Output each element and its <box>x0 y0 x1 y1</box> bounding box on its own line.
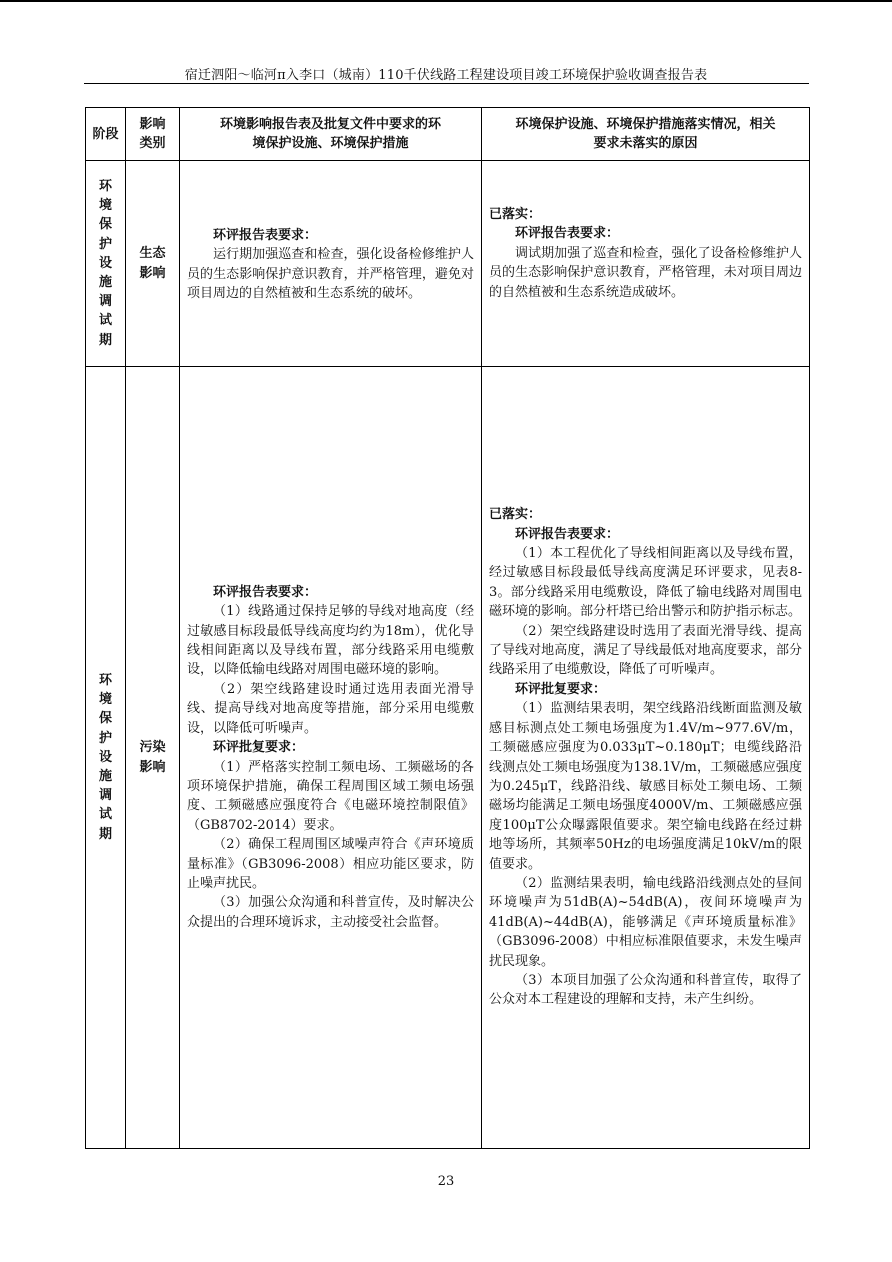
category-cell: 污染影响 <box>126 367 180 1149</box>
requirement-cell <box>180 161 482 367</box>
requirement-cell <box>180 367 482 1149</box>
requirement-paragraph: （1）线路通过保持足够的导线对地高度（经过敏感目标段最低导线高度均约为18m），优化导线相间距离以及导线布置，部分线路采用电缆敷设，以降低输电线路对周围电磁环境的影响。 <box>187 604 474 678</box>
implementation-paragraph: （1）本工程优化了导线相间距离以及导线布置，经过敏感目标段最低导线高度满足环评要求，见表8-3。部分线路采用电缆敷设，降低了输电线路对周围电磁环境的影响。部分杆塔已给出警示和防护指示标志。 <box>489 546 802 620</box>
approval-paragraph: （1）严格落实控制工频电场、工频磁场的各项环境保护措施，确保工程周围区域工频电场强度、工频磁感应强度符合《电磁环境控制限值》（GB8702-2014）要求。 <box>187 759 474 833</box>
implementation-approval-paragraph: （1）监测结果表明，架空线路沿线断面监测及敏感目标测点处工频电场强度为1.4V/m~977.6V/m，工频磁感应强度为0.033μT~0.180μT；电缆线路沿线测点处工频电场强度为138.1V/m，工频磁感应强度为0.245μT，线路沿线、敏感目标处工频电场、工频磁场均能满足工频电场强度4000V/m、工频磁感应强度100μT公众曝露限值要求。架空输电线路在经过耕地等场所，其频率50Hz的电场强度满足10kV/m的限值要求。 <box>489 701 802 872</box>
implementation-cell <box>482 367 810 1149</box>
column-header-stage: 阶段 <box>86 108 126 161</box>
requirement-heading: 环评报告表要求： <box>213 584 318 600</box>
approval-paragraph: （3）加强公众沟通和科普宣传，及时解决公众提出的合理环境诉求，主动接受社会监督。 <box>187 895 474 930</box>
stage-cell: 环境保护设施调试期 <box>86 161 126 367</box>
approval-heading: 环评批复要求： <box>213 740 305 756</box>
implementation-approval-heading: 环评批复要求： <box>515 681 607 697</box>
table-header-row <box>86 108 810 161</box>
implementation-status: 已落实： <box>489 507 542 523</box>
implementation-heading: 环评报告表要求： <box>515 526 620 542</box>
requirement-paragraph: （2）架空线路建设时通过选用表面光滑导线、提高导线对地高度等措施，部分采用电缆敷设，以降低可听噪声。 <box>187 681 474 736</box>
stage-cell: 环境保护设施调试期 <box>86 367 126 1149</box>
requirement-paragraph: 运行期加强巡查和检查，强化设备检修维护人员的生态影响保护意识教育，并严格管理，避免对项目周边的自然植被和生态系统的破坏。 <box>187 247 474 301</box>
approval-paragraph: （2）确保工程周围区域噪声符合《声环境质量标准》（GB3096-2008）相应功能区要求，防止噪声扰民。 <box>187 837 474 891</box>
page-number: 23 <box>437 1174 455 1189</box>
implementation-cell <box>482 161 810 367</box>
header-underline <box>84 83 809 84</box>
implementation-approval-paragraph: （3）本项目加强了公众沟通和科普宣传，取得了公众对本工程建设的理解和支持，未产生纠纷。 <box>489 972 802 1008</box>
column-header-implementation: 环境保护设施、环境保护措施落实情况，相关要求未落实的原因 <box>482 108 810 161</box>
table-row-pollution <box>86 367 810 1149</box>
column-header-requirements: 环境影响报告表及批复文件中要求的环境保护设施、环境保护措施 <box>180 108 482 161</box>
implementation-status: 已落实： <box>489 206 542 222</box>
implementation-paragraph: （2）架空线路建设时选用了表面光滑导线、提高了导线对地高度，满足了导线最低对地高度要求，部分线路采用了电缆敷设，降低了可听噪声。 <box>489 623 802 678</box>
column-header-category: 影响类别 <box>126 108 180 161</box>
category-cell: 生态影响 <box>126 161 180 367</box>
top-border-line <box>0 0 892 2</box>
implementation-paragraph: 调试期加强了巡查和检查，强化了设备检修维护人员的生态影响保护意识教育，严格管理，未对项目周边的自然植被和生态系统造成破坏。 <box>489 245 802 300</box>
acceptance-table <box>85 107 810 1149</box>
implementation-heading: 环评报告表要求： <box>515 226 620 242</box>
table-row-ecology <box>86 161 810 367</box>
report-header-title: 宿迁泗阳～临河π入李口（城南）110千伏线路工程建设项目竣工环境保护验收调查报告表 <box>184 68 708 83</box>
implementation-approval-paragraph: （2）监测结果表明，输电线路沿线测点处的昼间环境噪声为51dB(A)~54dB(A)，夜间环境噪声为41dB(A)~44dB(A)，能够满足《声环境质量标准》（GB3096-2008）中相应标准限值要求，未发生噪声扰民现象。 <box>489 875 802 969</box>
requirement-heading: 环评报告表要求： <box>213 227 318 243</box>
